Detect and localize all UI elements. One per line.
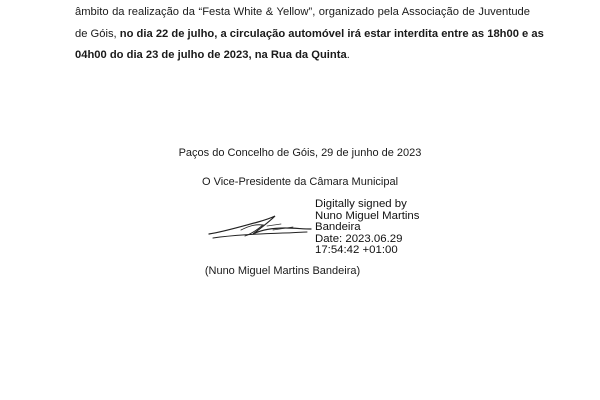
paragraph-line-2 xyxy=(75,24,544,46)
paragraph-line-1: âmbito da realização da “Festa White & Yellow”, organizado pela Associação de Juventude xyxy=(75,6,530,18)
place-and-date: Paços do Concelho de Góis, 29 de junho de 2023 xyxy=(178,147,422,159)
digital-signature-line-1: Digitally signed by xyxy=(315,198,407,210)
signer-role: O Vice-Presidente da Câmara Municipal xyxy=(201,176,399,188)
digital-signature-line-5: 17:54:42 +01:00 xyxy=(315,244,398,257)
paragraph-line-3-bold: 04h00 do dia 23 de julho de 2023, na Rua da Quinta xyxy=(75,49,347,61)
body-paragraph xyxy=(75,2,544,67)
paragraph-line-2-bold: no dia 22 de julho, a circulação automóvel irá estar interdita entre as 18h00 e as xyxy=(119,27,544,40)
digital-signature-line-4: Date: 2023.06.29 xyxy=(315,232,403,245)
digital-signature-line-3: Bandeira xyxy=(315,221,361,234)
paragraph-line-3 xyxy=(75,45,530,67)
digital-signature-block xyxy=(315,199,419,257)
paragraph-line-2-regular: de Góis, xyxy=(75,27,120,40)
handwritten-signature xyxy=(203,208,315,248)
digital-signature-line-2: Nuno Miguel Martins xyxy=(315,209,420,222)
signer-name: (Nuno Miguel Martins Bandeira) xyxy=(204,265,361,277)
paragraph-line-3-period: . xyxy=(346,49,350,61)
